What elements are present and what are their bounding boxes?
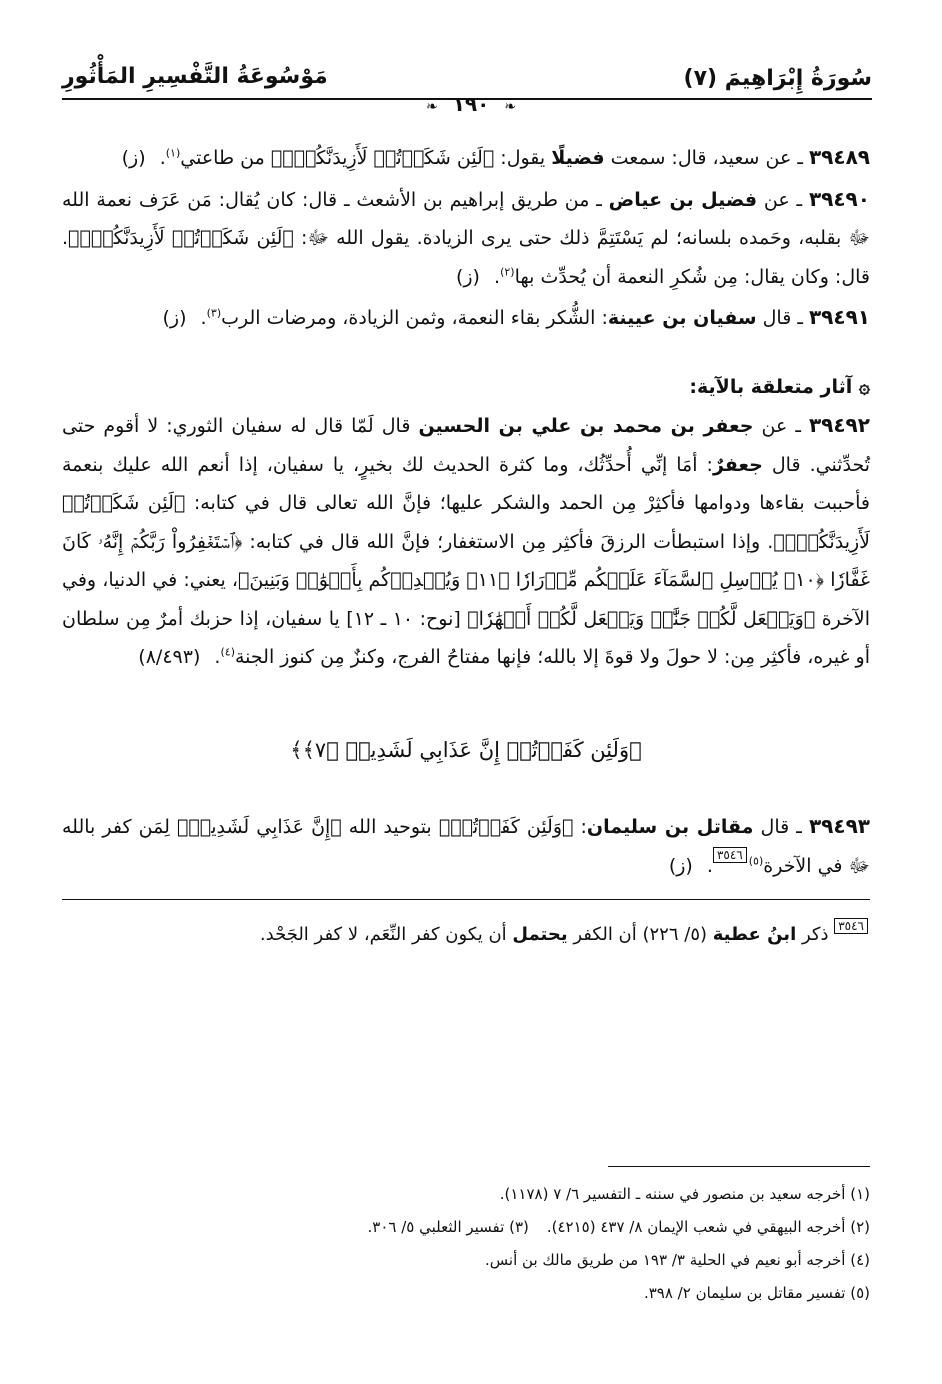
narration-number: ٣٩٤٩٠: [808, 186, 870, 211]
narrator-name: مقاتل بن سليمان: [586, 816, 754, 838]
narration-text: .: [487, 265, 501, 288]
footnotes: [62, 1178, 870, 1310]
quran-verse: ﴿وَلَئِن كَفَرۡتُمۡ﴾: [438, 816, 574, 838]
narration-text: :: [573, 816, 587, 838]
page-body: [62, 138, 870, 954]
source-marker: (ز): [668, 854, 693, 877]
narration-text: بتوحيد الله: [341, 816, 439, 838]
narrator-name: جعفرٌ: [712, 453, 763, 476]
narration-number: ٣٩٤٩٣: [808, 814, 870, 838]
source-marker: (ز): [162, 307, 187, 329]
narration-text: ـ من طريق إبراهيم بن الأشعث ـ قال: كان يُقال: مَن عَرَف نعمة الله ﷻ بقلبه، وحَمده بلسانه؛ لم يَسْتَتِمَّ ذلك حتى يرى الزيادة. يقول الله ﷻ:: [62, 188, 871, 249]
ornament-icon: ❧: [504, 99, 517, 115]
source-marker: (ز): [121, 147, 146, 169]
footnote-marker: (٤): [220, 645, 235, 659]
narration-text: ـ عن: [757, 188, 809, 211]
narration-text: ـ عن: [753, 415, 809, 437]
verse-heading: ﴿وَلَئِن كَفَرۡتُمۡ إِنَّ عَذَابِي لَشَدِيدٞ ﴿٧﴾﴾: [290, 737, 642, 762]
surah-title: سُورَةُ إِبْرَاهِيمَ (٧): [683, 66, 872, 91]
footnote: (٤) أخرجه أبو نعيم في الحلية ٣/ ١٩٣ من طريق مالك بن أنس.: [485, 1251, 870, 1269]
quran-verse: ﴿وَيَجۡعَل لَّكُمۡ جَنَّٰتٖ وَيَجۡعَل لَّكُمۡ أَنۡهَٰرٗا﴾: [467, 607, 816, 630]
scholar-name: ابنُ عطية: [712, 924, 797, 945]
narration-number: ٣٩٤٩٢: [808, 413, 870, 437]
footnote-marker: (٢): [500, 265, 515, 279]
narration-text: قال لَمّا قال له سفيان الثوري: لا أقوم حتى تُحدِّثني. قال: [62, 415, 870, 476]
narration-text: ، يعني: في الدنيا، وفي الآخرة: [62, 569, 871, 630]
narration-39491: [62, 298, 870, 338]
editor-note: [62, 918, 870, 952]
narration-number: ٣٩٤٨٩: [808, 145, 870, 169]
note-text: ذكر: [796, 924, 835, 945]
note-keyword: يحتمل: [512, 924, 568, 945]
narration-text: : الشُّكر بقاء النعمة، وثمن الزيادة، ومرضات الرب: [221, 307, 608, 329]
narration-text: .: [153, 147, 166, 169]
note-text: أن يكون كفر النِّعَم، لا كفر الجَحْد.: [259, 924, 513, 945]
narrator-name: سفيان بن عيينة: [607, 307, 757, 329]
quran-verse: ﴿لَئِن شَكَرۡتُمۡ لَأَزِيدَنَّكُمۡۖ﴾: [68, 227, 294, 249]
narration-text: . قال: وكان يقال: مِن شُكرِ النعمة أن يُحدِّث بها: [62, 227, 870, 288]
narration-text: .: [194, 307, 207, 329]
narrator-name: جعفر بن محمد بن علي بن الحسين: [418, 415, 754, 437]
narration-text: ـ قال: [756, 307, 809, 329]
narration-text: يقول:: [494, 147, 552, 169]
narration-text: : أمَا إنِّي أُحدِّثُك، وما كثرة الحديث لك بخيرٍ، يا سفيان، إذا أنعم الله عليك بنعمة فأحببت بقاءها ودوامها فأكثِرْ مِن الحمد والشكر عليها؛ فإنَّ الله تعالى قال في كتابه:: [62, 453, 870, 514]
editor-note-badge: ٣٥٤٦: [713, 847, 747, 863]
footnote: (٥) تفسير مقاتل بن سليمان ٢/ ٣٩٨.: [643, 1284, 870, 1302]
narration-text: يا سفيان، إذا حزبك أمرٌ مِن سلطان أو غيره، فأكثِر مِن: لا حولَ ولا قوةَ إلا بالله؛ فإنها مفتاحُ الفرج، وكنزٌ مِن كنوز الجنة: [62, 607, 870, 668]
narration-text: لِمَن كفر بالله ﷻ في الآخرة: [62, 816, 870, 877]
page-number: ١٩٠: [452, 92, 490, 116]
quran-verse: ﴿لَئِن شَكَرۡتُمۡ لَأَزِيدَنَّكُمۡۖ﴾: [270, 147, 495, 169]
verse-reference: [نوح: ١٠ ـ ١٢]: [339, 607, 468, 630]
quran-verse: ﴿لَئِن شَكَرۡتُمۡ لَأَزِيدَنَّكُمۡۖ﴾: [62, 492, 870, 553]
page-number-row: [0, 92, 942, 116]
narration-text: . وإذا استبطأت الرزقَ فأكثِر مِن الاستغفار؛ فإنَّ الله قال في كتابه:: [242, 530, 774, 553]
narration-text: ـ قال: [753, 816, 809, 838]
ornament-icon: ❧: [425, 99, 438, 115]
narration-text: من طاعتي: [180, 147, 271, 169]
editor-note-rule: [62, 899, 870, 900]
narration-39489: [62, 138, 870, 178]
editor-note-badge: ٣٥٤٦: [834, 918, 868, 934]
footnote: (٣) تفسير الثعلبي ٥/ ٣٠٦.: [367, 1218, 529, 1236]
narration-number: ٣٩٤٩١: [808, 305, 870, 329]
footnote: (١) أخرجه سعيد بن منصور في سننه ـ التفسير ٦/ ٧ (١١٧٨).: [499, 1185, 870, 1203]
section-heading: ۞ آثار متعلقة بالآية:: [689, 375, 870, 398]
narration-39493: [62, 807, 870, 885]
source-marker: (ز): [455, 265, 480, 288]
footnote-marker: (٥): [748, 854, 764, 868]
quran-verse: ﴿ٱسۡتَغۡفِرُواْ رَبَّكُمۡ إِنَّهُۥ كَانَ غَفَّارٗا ﴿١٠﴾ يُرۡسِلِ ٱلسَّمَآءَ عَلَيۡكُم مِّدۡرَارٗا ﴿١١﴾ وَيُمۡدِدۡكُم بِأَمۡوَٰلٖ وَبَنِينَ﴾: [62, 530, 870, 591]
narrator-name: فضيل بن عياض: [608, 188, 758, 211]
footnote-rule: [608, 1166, 870, 1167]
narration-text: ـ عن سعيد، قال: سمعت: [604, 147, 809, 169]
quran-verse: ﴿إِنَّ عَذَابِي لَشَدِيدٞ﴾: [176, 816, 342, 838]
footnote-marker: (٣): [206, 306, 222, 320]
narrator-name: فضيلًا: [551, 147, 605, 169]
footnote-marker: (١): [165, 146, 181, 160]
narration-text: .: [208, 646, 221, 668]
source-marker: (٨/٤٩٣): [138, 646, 201, 668]
footnote: (٢) أخرجه البيهقي في شعب الإيمان ٨/ ٤٣٧ (٤٢١٥).: [546, 1218, 870, 1236]
note-text: (٥/ ٢٢٦) أن الكفر: [567, 924, 713, 945]
narration-text: .: [700, 854, 713, 877]
narration-39492: [62, 406, 870, 677]
book-title: مَوْسُوعَةُ التَّفْسِيرِ المَأْثُورِ: [62, 64, 328, 89]
footnote-row: [62, 1211, 870, 1244]
narration-39490: [62, 180, 870, 297]
